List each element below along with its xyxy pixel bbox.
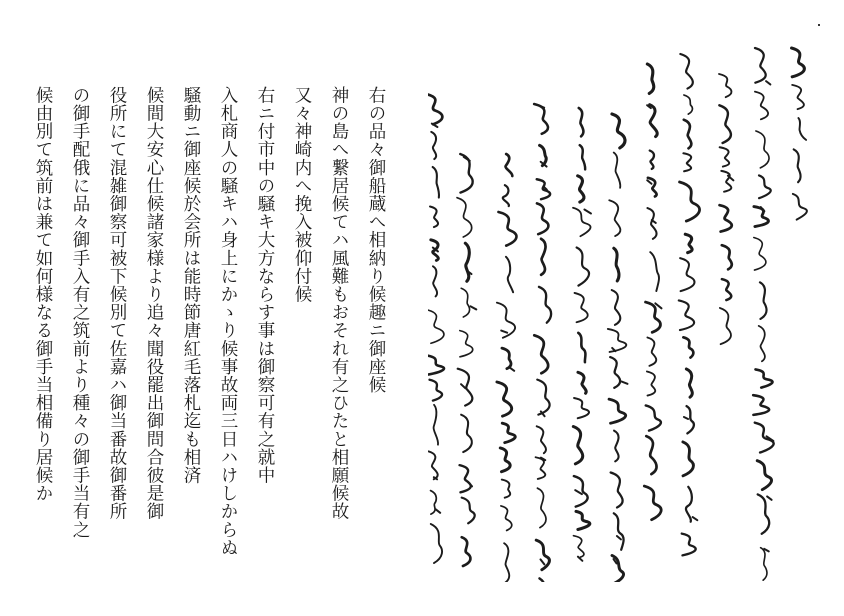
cursive-glyph — [502, 348, 511, 369]
cursive-glyph — [430, 380, 443, 401]
cursive-glyph — [755, 92, 768, 120]
cursive-dot — [461, 384, 465, 388]
cursive-glyph — [539, 287, 551, 323]
cursive-glyph — [686, 369, 692, 397]
cursive-glyph — [682, 534, 696, 556]
cursive-glyph — [683, 442, 694, 476]
cursive-dot — [436, 509, 440, 512]
cursive-glyph — [614, 153, 621, 188]
cursive-glyph — [719, 74, 731, 97]
cursive-glyph — [433, 167, 439, 198]
manuscript-column — [719, 74, 733, 344]
manuscript-strokes — [428, 34, 828, 582]
cursive-glyph — [644, 486, 661, 520]
cursive-glyph — [537, 426, 546, 453]
cursive-glyph — [792, 85, 804, 109]
cursive-glyph — [612, 114, 625, 148]
manuscript-column — [753, 48, 774, 580]
cursive-glyph — [460, 331, 473, 357]
manuscript-column — [497, 154, 517, 582]
cursive-glyph — [755, 48, 766, 83]
cursive-glyph — [754, 238, 766, 271]
cursive-glyph — [650, 151, 654, 169]
cursive-glyph — [573, 426, 582, 463]
cursive-glyph — [647, 337, 656, 365]
cursive-glyph — [756, 131, 769, 168]
cursive-dot — [684, 417, 688, 419]
cursive-glyph — [579, 108, 584, 136]
cursive-glyph — [537, 203, 548, 234]
transcription-line: 候由別て筑前は兼て如何様なる御手当相備り居候か — [33, 86, 53, 503]
cursive-glyph — [462, 498, 475, 524]
cursive-glyph — [578, 176, 584, 202]
transcription-line: 神の島へ繋居候てハ風難もおそれ有之ひたと相願候故 — [329, 86, 349, 521]
cursive-glyph — [719, 105, 731, 143]
cursive-glyph — [431, 524, 442, 563]
cursive-glyph — [647, 371, 655, 395]
manuscript-column — [573, 108, 591, 561]
cursive-glyph — [761, 548, 767, 580]
cursive-dot — [537, 105, 544, 108]
cursive-glyph — [679, 300, 694, 330]
cursive-glyph — [575, 293, 588, 322]
cursive-glyph — [758, 494, 769, 533]
cursive-glyph — [428, 94, 442, 124]
cursive-glyph — [501, 506, 512, 531]
cursive-glyph — [580, 145, 585, 169]
cursive-glyph — [431, 491, 437, 515]
transcription-line: 右ニ付市中の騒キ大方ならす事は御察可有之就中 — [255, 86, 275, 485]
cursive-glyph — [497, 382, 512, 416]
cursive-glyph — [650, 105, 658, 137]
transcription-line: 騒動ニ御座候於会所は能時節唐紅毛落札迄も相済 — [181, 86, 201, 485]
cursive-glyph — [684, 120, 692, 149]
cursive-glyph — [536, 540, 549, 570]
manuscript-column — [792, 48, 807, 220]
cursive-glyph — [753, 395, 769, 415]
cursive-glyph — [680, 54, 693, 89]
cursive-glyph — [461, 288, 469, 317]
cursive-glyph — [647, 64, 653, 93]
cursive-glyph — [428, 310, 444, 344]
cursive-dot — [622, 382, 628, 384]
cursive-glyph — [720, 147, 730, 166]
cursive-glyph — [755, 423, 774, 453]
cursive-glyph — [793, 194, 807, 220]
manuscript-column — [428, 94, 444, 563]
cursive-glyph — [608, 329, 626, 352]
scan-dot — [818, 24, 820, 26]
handwritten-manuscript-image — [428, 34, 828, 582]
cursive-dot — [767, 496, 771, 499]
cursive-glyph — [578, 333, 585, 362]
cursive-glyph — [576, 511, 590, 529]
cursive-glyph — [609, 399, 626, 423]
cursive-glyph — [683, 337, 693, 357]
cursive-glyph — [461, 415, 472, 452]
cursive-glyph — [610, 357, 620, 388]
cursive-glyph — [754, 207, 769, 227]
cursive-glyph — [680, 258, 694, 291]
cursive-dot — [471, 306, 477, 309]
cursive-glyph — [460, 465, 471, 492]
transcription-line: 又々神崎内へ挽入被仰付候 — [292, 86, 312, 304]
cursive-dot — [501, 331, 507, 333]
cursive-glyph — [536, 457, 546, 479]
cursive-glyph — [457, 198, 472, 237]
cursive-glyph — [612, 290, 621, 325]
cursive-glyph — [578, 372, 586, 393]
cursive-glyph — [574, 398, 589, 418]
cursive-glyph — [539, 578, 547, 582]
cursive-dot — [617, 536, 621, 539]
cursive-glyph — [650, 252, 659, 291]
cursive-glyph — [720, 205, 732, 231]
cursive-glyph — [609, 200, 620, 236]
cursive-dot — [584, 209, 591, 213]
cursive-glyph — [541, 239, 545, 275]
cursive-glyph — [722, 279, 731, 300]
cursive-glyph — [537, 488, 546, 527]
cursive-glyph — [434, 405, 439, 445]
cursive-glyph — [757, 461, 771, 490]
cursive-glyph — [577, 247, 589, 285]
cursive-glyph — [759, 175, 771, 198]
cursive-glyph — [721, 171, 731, 192]
cursive-glyph — [503, 185, 509, 206]
printed-transcription — [18, 86, 390, 557]
manuscript-column — [679, 54, 700, 555]
cursive-glyph — [429, 451, 438, 479]
cursive-glyph — [500, 448, 510, 472]
cursive-glyph — [428, 355, 444, 374]
transcription-line: の御手配俄に品々御手入有之筑前より種々の御手当有之 — [70, 86, 90, 539]
cursive-glyph — [685, 234, 692, 252]
manuscript-column — [534, 104, 551, 582]
cursive-glyph — [465, 243, 469, 281]
cursive-dot — [575, 490, 582, 494]
cursive-glyph — [504, 543, 509, 582]
manuscript-column — [457, 154, 476, 566]
cursive-glyph — [502, 480, 510, 498]
cursive-dot — [693, 517, 698, 520]
transcription-line: 右の品々御船蔵へ相納り候趣ニ御座候 — [366, 86, 386, 394]
cursive-glyph — [722, 245, 732, 269]
cursive-glyph — [683, 153, 691, 171]
manuscript-column — [644, 64, 661, 520]
transcription-line: 候間大安心仕候諸家様より追々聞役罷出御問合彼是御 — [144, 86, 164, 521]
cursive-glyph — [433, 266, 437, 296]
cursive-glyph — [462, 537, 471, 566]
cursive-glyph — [430, 206, 438, 227]
cursive-glyph — [506, 154, 513, 176]
cursive-glyph — [759, 326, 765, 361]
cursive-glyph — [534, 335, 548, 373]
cursive-glyph — [573, 536, 583, 557]
cursive-glyph — [680, 182, 700, 221]
cursive-glyph — [614, 513, 624, 549]
cursive-glyph — [614, 431, 619, 462]
cursive-glyph — [646, 405, 661, 430]
cursive-glyph — [502, 423, 515, 442]
cursive-dot — [647, 180, 651, 184]
cursive-dot — [509, 367, 514, 371]
manuscript-column — [608, 114, 628, 582]
cursive-glyph — [534, 104, 548, 134]
cursive-glyph — [760, 282, 767, 319]
transcription-line: 入札商人の騒キハ身上にかゝり候事故両三日ハけしからぬ — [218, 86, 238, 557]
cursive-glyph — [506, 257, 513, 292]
cursive-dot — [540, 559, 544, 564]
cursive-glyph — [684, 95, 692, 114]
cursive-glyph — [498, 212, 516, 246]
cursive-dot — [761, 207, 765, 211]
transcription-line: 役所にて混雑御察可被下候別て佐嘉ハ御当番故御番所 — [107, 86, 127, 521]
cursive-glyph — [756, 369, 773, 387]
cursive-glyph — [798, 118, 806, 140]
cursive-glyph — [614, 248, 619, 281]
cursive-glyph — [431, 132, 436, 159]
cursive-glyph — [537, 380, 549, 415]
cursive-glyph — [792, 48, 805, 77]
cursive-glyph — [794, 149, 801, 182]
cursive-glyph — [686, 487, 692, 522]
cursive-glyph — [720, 308, 731, 344]
cursive-glyph — [611, 472, 623, 507]
cursive-glyph — [537, 179, 550, 199]
cursive-dot — [766, 81, 770, 84]
cursive-glyph — [646, 436, 656, 474]
